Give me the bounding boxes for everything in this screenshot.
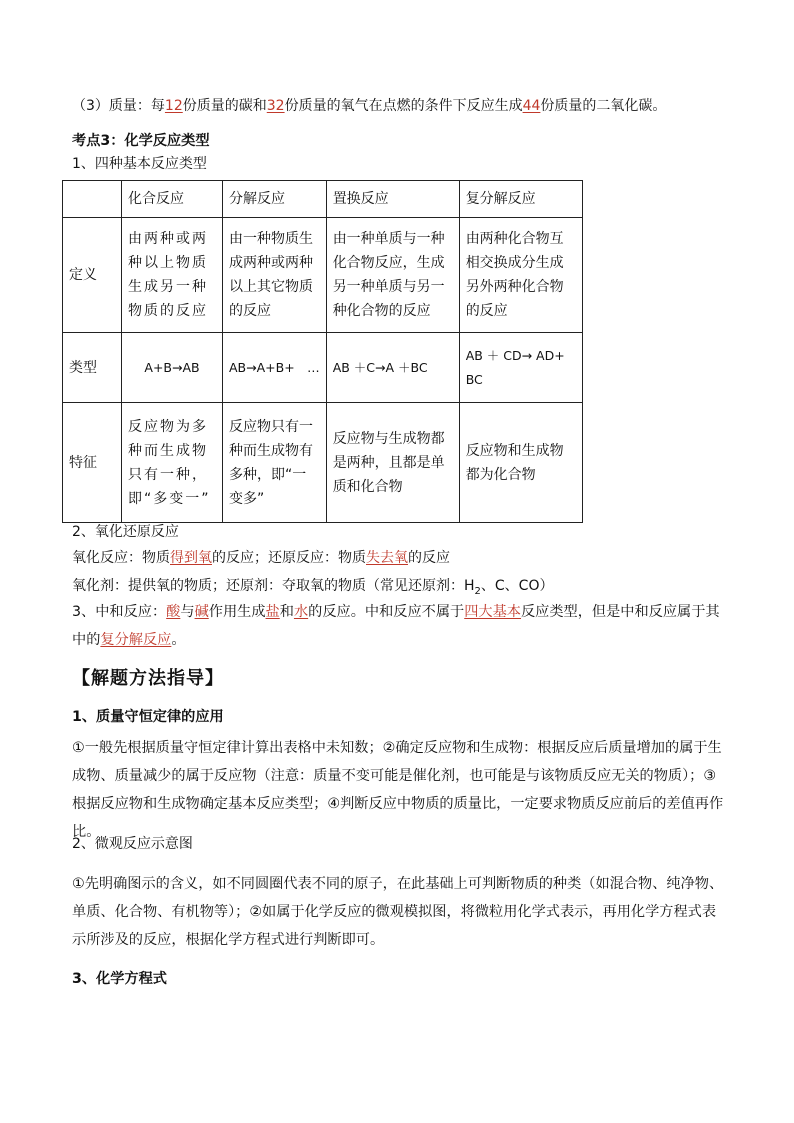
text: 份质量的碳和 [182, 98, 267, 114]
table-cell: 反应物为多种而生成物只有一种，即“多变一” [122, 403, 223, 523]
text: 、C、CO） [480, 578, 554, 594]
table-cell: A+B→AB [122, 333, 223, 403]
table-header-cell: 化合反应 [122, 181, 223, 218]
reaction-types-table [62, 180, 583, 523]
table-cell: 由一种物质生成两种或两种以上其它物质的反应 [223, 218, 327, 333]
table-cell: 反应物只有一种而生成物有多种，即“一变多” [223, 403, 327, 523]
neutralization-paragraph [72, 598, 724, 654]
highlight-term: 水 [293, 604, 309, 620]
row-label: 类型 [63, 333, 122, 403]
table-cell: AB ＋C→A ＋BC [326, 333, 459, 403]
table-header-cell: 复分解反应 [459, 181, 582, 218]
text: 3、中和反应： [72, 604, 167, 620]
text: 份质量的氧气在点燃的条件下反应生成 [284, 98, 523, 114]
highlight-term: 碱 [194, 604, 209, 620]
table-cell: AB→A+B+ … [223, 333, 327, 403]
text: 反应类型，但是中和反应属于其中的 [72, 604, 720, 648]
table-cell: 由两种化合物互相交换成分生成另外两种化合物的反应 [459, 218, 582, 333]
table-header-cell: 置换反应 [326, 181, 459, 218]
methods-s2-title: 2、微观反应示意图 [72, 836, 193, 852]
methods-s1-title: 1、质量守恒定律的应用 [72, 709, 224, 725]
highlight-number: 44 [522, 98, 541, 114]
text: 氧化剂：提供氧的物质；还原剂：夺取氧的物质（常见还原剂：H [72, 578, 475, 594]
text: 作用生成 [208, 604, 266, 620]
table-header-cell [63, 181, 122, 218]
text: 的反应 [408, 550, 450, 566]
methods-s1-text: ①一般先根据质量守恒定律计算出表格中未知数；②确定反应物和生成物：根据反应后质量增加的属于生成物、质量减少的属于反应物（注意：质量不变可能是催化剂，也可能是与该物质反应无关的物质）；③根据反应物和生成物确定基本反应类型；④判断反应中物质的质量比，一定要求物质反应前后的差值再作比。 [72, 740, 724, 840]
text: 的反应；还原反应：物质 [212, 550, 366, 566]
methods-s2-text: ①先明确图示的含义，如不同圆圈代表不同的原子，在此基础上可判断物质的种类（如混合物、纯净物、单质、化合物、有机物等）；②如属于化学反应的微观模拟图，将微粒用化学式表示，再用化学方程式表示所涉及的反应，根据化学方程式进行判断即可。 [72, 876, 724, 948]
table-cell: AB ＋ CD→ AD+ BC [459, 333, 582, 403]
highlight-term: 失去氧 [366, 550, 408, 566]
highlight-number: 12 [164, 98, 183, 114]
text: 的反应。中和反应不属于 [308, 604, 465, 620]
text: （3）质量：每 [72, 98, 165, 114]
table-row [63, 403, 583, 523]
mass-ratio-line [72, 96, 732, 116]
highlight-term: 四大基本 [464, 604, 521, 620]
highlight-term: 复分解反应 [100, 632, 172, 648]
highlight-term: 酸 [166, 604, 181, 620]
text: 和 [279, 604, 294, 620]
row-label: 定义 [63, 218, 122, 333]
highlight-term: 盐 [265, 604, 280, 620]
text: 与 [180, 604, 195, 620]
highlight-number: 32 [266, 98, 285, 114]
table-row [63, 333, 583, 403]
methods-title: 【解题方法指导】 [72, 668, 224, 689]
table-cell: 反应物和生成物都为化合物 [459, 403, 582, 523]
table-cell: 由两种或两种以上物质生成另一种物质的反应 [122, 218, 223, 333]
table-header-row [63, 181, 583, 218]
point3-item1: 1、四种基本反应类型 [72, 156, 207, 172]
highlight-term: 得到氧 [170, 550, 212, 566]
redox-line-1 [72, 548, 732, 568]
subscript: 2 [474, 585, 481, 597]
row-label: 特征 [63, 403, 122, 523]
table-cell: 由一种单质与一种化合物反应，生成另一种单质与另一种化合物的反应 [326, 218, 459, 333]
table-header-cell: 分解反应 [223, 181, 327, 218]
text: 。 [171, 632, 186, 648]
table-row [63, 218, 583, 333]
redox-title: 2、氧化还原反应 [72, 524, 179, 540]
point3-title: 考点3：化学反应类型 [72, 133, 210, 149]
methods-s3-title: 3、化学方程式 [72, 971, 167, 987]
text: 份质量的二氧化碳。 [540, 98, 667, 114]
text: 氧化反应：物质 [72, 550, 170, 566]
table-cell: 反应物与生成物都是两种，且都是单质和化合物 [326, 403, 459, 523]
